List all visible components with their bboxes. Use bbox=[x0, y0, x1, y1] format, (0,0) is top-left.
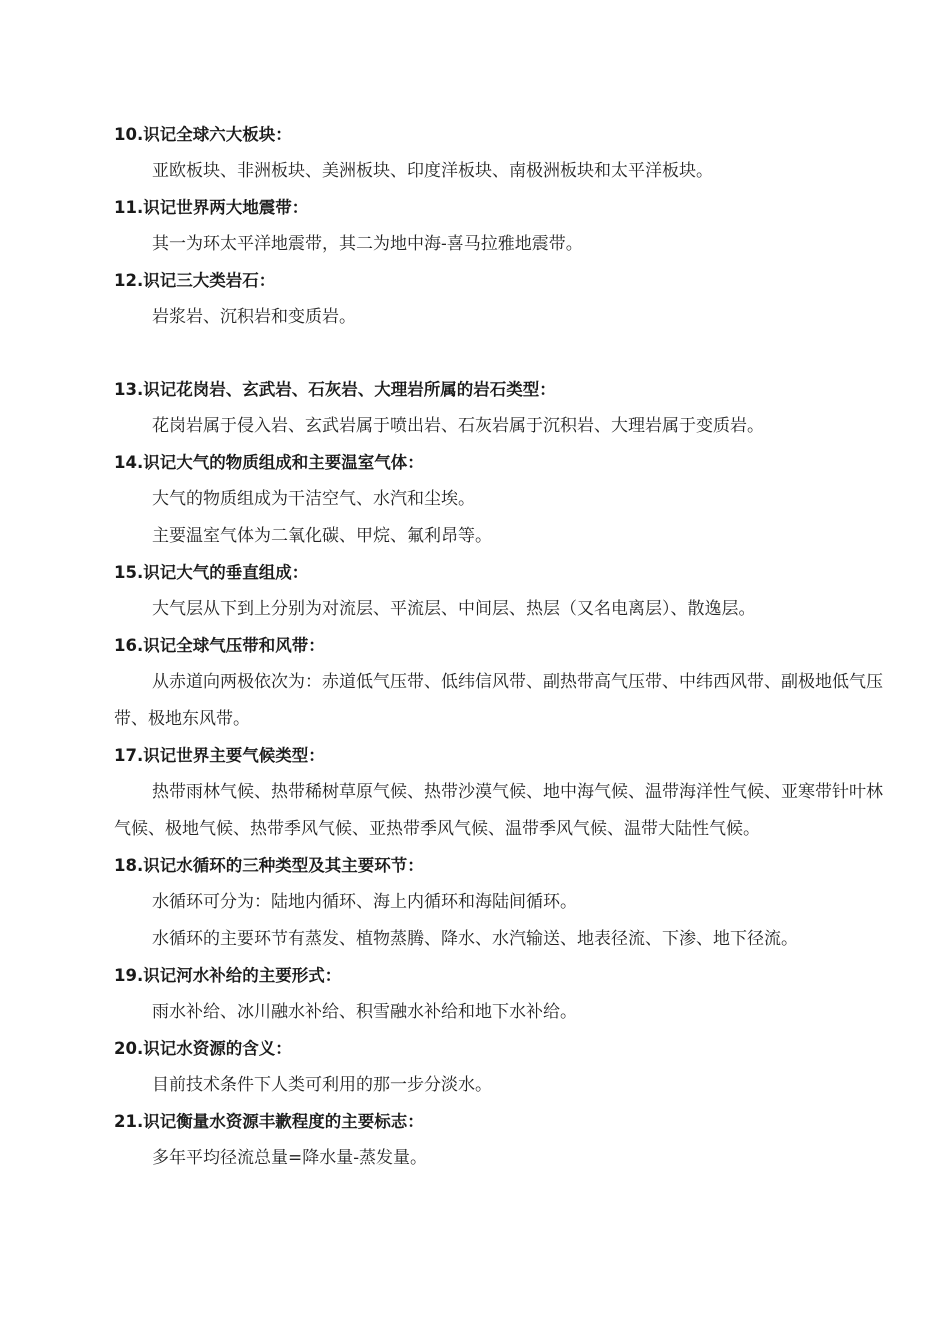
section-heading: 14.识记大气的物质组成和主要温室气体： bbox=[114, 453, 424, 472]
section-heading: 21.识记衡量水资源丰歉程度的主要标志： bbox=[114, 1112, 424, 1131]
section-paragraph: 大气层从下到上分别为对流层、平流层、中间层、热层（又名电离层）、散逸层。 bbox=[152, 599, 756, 619]
section-heading: 19.识记河水补给的主要形式： bbox=[114, 966, 342, 985]
section-19 bbox=[114, 958, 884, 1031]
section-paragraph: 花岗岩属于侵入岩、玄武岩属于喷出岩、石灰岩属于沉积岩、大理岩属于变质岩。 bbox=[152, 416, 764, 436]
section-paragraph: 多年平均径流总量=降水量-蒸发量。 bbox=[152, 1148, 427, 1168]
section-heading: 17.识记世界主要气候类型： bbox=[114, 746, 325, 765]
section-18 bbox=[114, 848, 884, 958]
section-10 bbox=[114, 117, 884, 190]
document-content bbox=[114, 117, 884, 1177]
section-17 bbox=[114, 738, 884, 848]
section-paragraph: 主要温室气体为二氧化碳、甲烷、氟利昂等。 bbox=[152, 526, 492, 546]
section-heading: 18.识记水循环的三种类型及其主要环节： bbox=[114, 856, 424, 875]
section-12 bbox=[114, 263, 884, 336]
section-11 bbox=[114, 190, 884, 263]
section-paragraph: 目前技术条件下人类可利用的那一步分淡水。 bbox=[152, 1075, 492, 1095]
section-13 bbox=[114, 372, 884, 445]
section-paragraph: 大气的物质组成为干洁空气、水汽和尘埃。 bbox=[152, 489, 475, 509]
section-14 bbox=[114, 445, 884, 555]
section-heading: 20.识记水资源的含义： bbox=[114, 1039, 292, 1058]
section-heading: 15.识记大气的垂直组成： bbox=[114, 563, 309, 582]
section-paragraph: 水循环可分为：陆地内循环、海上内循环和海陆间循环。 bbox=[152, 892, 577, 912]
section-heading: 11.识记世界两大地震带： bbox=[114, 198, 309, 217]
section-15 bbox=[114, 555, 884, 628]
section-paragraph: 从赤道向两极依次为：赤道低气压带、低纬信风带、副热带高气压带、中纬西风带、副极地低气压带、极地东风带。 bbox=[114, 672, 883, 729]
section-16 bbox=[114, 628, 884, 738]
section-paragraph: 热带雨林气候、热带稀树草原气候、热带沙漠气候、地中海气候、温带海洋性气候、亚寒带针叶林气候、极地气候、热带季风气候、亚热带季风气候、温带季风气候、温带大陆性气候。 bbox=[114, 782, 883, 839]
section-paragraph: 水循环的主要环节有蒸发、植物蒸腾、降水、水汽输送、地表径流、下渗、地下径流。 bbox=[152, 929, 798, 949]
section-heading: 13.识记花岗岩、玄武岩、石灰岩、大理岩所属的岩石类型： bbox=[114, 380, 556, 399]
section-heading: 12.识记三大类岩石： bbox=[114, 271, 276, 290]
section-21 bbox=[114, 1104, 884, 1177]
section-paragraph: 其一为环太平洋地震带，其二为地中海-喜马拉雅地震带。 bbox=[152, 234, 583, 254]
section-20 bbox=[114, 1031, 884, 1104]
section-paragraph: 亚欧板块、非洲板块、美洲板块、印度洋板块、南极洲板块和太平洋板块。 bbox=[152, 161, 713, 181]
section-paragraph: 雨水补给、冰川融水补给、积雪融水补给和地下水补给。 bbox=[152, 1002, 577, 1022]
blank-line bbox=[114, 336, 884, 372]
section-heading: 10.识记全球六大板块： bbox=[114, 125, 292, 144]
section-paragraph: 岩浆岩、沉积岩和变质岩。 bbox=[152, 307, 356, 327]
section-heading: 16.识记全球气压带和风带： bbox=[114, 636, 325, 655]
